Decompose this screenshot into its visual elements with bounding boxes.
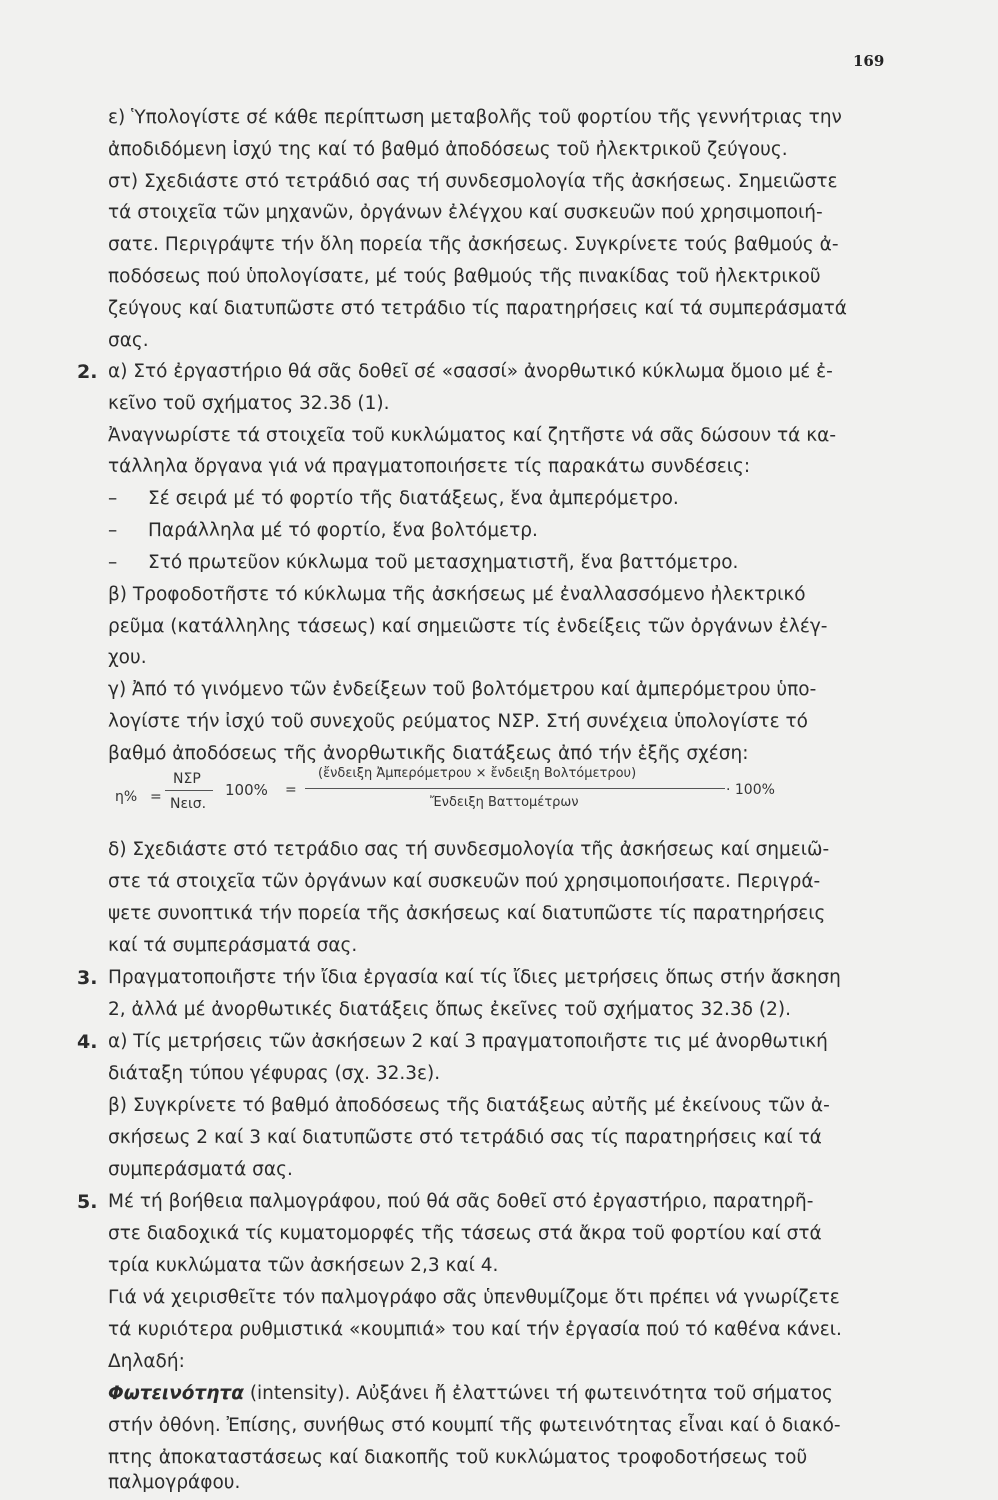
text-line: τά στοιχεῖα τῶν μηχανῶν, ὀργάνων ἐλέγχου καί συσκευῶν πού χρησιμοποιή- <box>108 202 823 223</box>
text-line: στήν ὀθόνη. Ἐπίσης, συνήθως στό κουμπί τῆς φωτεινότητας εἶναι καί ὁ διακό- <box>108 1415 841 1436</box>
text-line: β) Τροφοδοτῆστε τό κύκλωμα τῆς ἀσκήσεως μέ ἐναλλασσόμενο ἠλεκτρικό <box>108 584 806 605</box>
text-line: στε διαδοχικά τίς κυματομορφές τῆς τάσεως στά ἄκρα τοῦ φορτίου καί στά <box>108 1223 822 1244</box>
formula-equals: = <box>150 789 162 805</box>
text-line: χου. <box>108 647 147 668</box>
text-line: κεῖνο τοῦ σχήματος 32.3δ (1). <box>108 393 390 414</box>
text-line: Πραγματοποιῆστε τήν ἴδια ἐργασία καί τίς ἴδιες μετρήσεις ὅπως στήν ἄσκηση <box>108 967 841 988</box>
item-number: 5. <box>77 1191 98 1213</box>
text-line: σκήσεως 2 καί 3 καί διατυπῶστε στό τετράδιό σας τίς παρατηρήσεις καί τά <box>108 1127 822 1148</box>
text-line: δ) Σχεδιάστε στό τετράδιο σας τή συνδεσμολογία τῆς ἀσκήσεως καί σημειῶ- <box>108 839 830 860</box>
text-line: ἀποδιδόμενη ἰσχύ της καί τό βαθμό ἀποδόσεως τοῦ ἠλεκτρικοῦ ζεύγους. <box>108 139 788 160</box>
formula-times-100: 100% <box>225 781 268 799</box>
text-line: τάλληλα ὄργανα γιά νά πραγματοποιήσετε τίς παρακάτω συνδέσεις: <box>108 456 751 477</box>
fraction-bar <box>305 788 725 789</box>
text-line: ποδόσεως πού ὑπολογίσατε, μέ τούς βαθμούς τῆς πινακίδας τοῦ ἠλεκτρικοῦ <box>108 266 821 287</box>
text-line: πτης ἀποκαταστάσεως καί διακοπῆς τοῦ κυκλώματος τροφοδοτήσεως τοῦ <box>108 1447 808 1468</box>
bullet-line: – Στό πρωτεῦον κύκλωμα τοῦ μετασχηματιστῆ, ἕνα βαττόμετρο. <box>108 550 908 576</box>
text-line: συμπεράσματά σας. <box>108 1159 293 1180</box>
dash-bullet: – <box>108 520 118 541</box>
formula-frac1-den: Nεισ. <box>170 796 207 812</box>
text-line: α) Τίς μετρήσεις τῶν ἀσκήσεων 2 καί 3 πραγματοποιῆστε τις μέ ἀνορθωτική <box>108 1031 828 1052</box>
text-line: ψετε συνοπτικά τήν πορεία τῆς ἀσκήσεως καί διατυπῶστε τίς παρατηρήσεις <box>108 903 826 924</box>
text-line: βαθμό ἀποδόσεως τῆς ἀνορθωτικῆς διατάξεως ἀπό τήν ἑξῆς σχέση: <box>108 743 749 764</box>
text-line: στ) Σχεδιάστε στό τετράδιό σας τή συνδεσμολογία τῆς ἀσκήσεως. Σημειῶστε <box>108 171 838 192</box>
text-line: Μέ τή βοήθεια παλμογράφου, πού θά σᾶς δοθεῖ στό ἐργαστήριο, παρατηρῆ- <box>108 1191 814 1212</box>
item-number: 4. <box>77 1031 98 1053</box>
text-line: Δηλαδή: <box>108 1351 185 1372</box>
bullet-line: – Παράλληλα μέ τό φορτίο, ἕνα βολτόμετρ. <box>108 518 908 544</box>
formula-frac1-num: NΣΡ <box>173 771 201 787</box>
text-line: β) Συγκρίνετε τό βαθμό ἀποδόσεως τῆς διατάξεως αὐτῆς μέ ἐκείνους τῶν ἀ- <box>108 1095 830 1116</box>
text-line: στε τά στοιχεῖα τῶν ὀργάνων καί συσκευῶν πού χρησιμοποιήσατε. Περιγρά- <box>108 871 821 892</box>
text-line: σας. <box>108 330 149 351</box>
item-number: 3. <box>77 967 98 989</box>
text-line: καί τά συμπεράσματά σας. <box>108 935 358 956</box>
text-line: τρία κυκλώματα τῶν ἀσκήσεων 2,3 καί 4. <box>108 1255 499 1276</box>
text-line: ζεύγους καί διατυπῶστε στό τετράδιο τίς παρατηρήσεις καί τά συμπεράσματά <box>108 298 847 319</box>
fraction-bar <box>165 790 213 791</box>
dash-bullet: – <box>108 488 118 509</box>
text-line: διάταξη τύπου γέφυρας (σχ. 32.3ε). <box>108 1063 441 1084</box>
item-number: 2. <box>77 361 98 383</box>
text-line: ε) Ὑπολογίστε σέ κάθε περίπτωση μεταβολῆς τοῦ φορτίου τῆς γεννήτριας την <box>108 107 842 128</box>
text-line: σατε. Περιγράψτε τήν ὅλη πορεία τῆς ἀσκήσεως. Συγκρίνετε τούς βαθμούς ἀ- <box>108 234 839 255</box>
text-line: Γιά νά χειρισθεῖτε τόν παλμογράφο σᾶς ὑπενθυμίζομε ὅτι πρέπει νά γνωρίζετε <box>108 1287 840 1308</box>
text-line: παλμογράφου. <box>108 1472 241 1493</box>
page-number: 169 <box>853 52 885 70</box>
text-line: τά κυριότερα ρυθμιστικά «κουμπιά» του καί τήν ἐργασία πού τό καθένα κάνει. <box>108 1319 842 1340</box>
text-line: ρεῦμα (κατάλληλης τάσεως) καί σημειῶστε τίς ἐνδείξεις τῶν ὀργάνων ἐλέγ- <box>108 616 828 637</box>
text-line: Ἀναγνωρίστε τά στοιχεῖα τοῦ κυκλώματος καί ζητῆστε νά σᾶς δώσουν τά κα- <box>108 425 836 446</box>
emphasis-term: Φωτεινότητα <box>108 1383 244 1404</box>
dash-bullet: – <box>108 552 118 573</box>
text-line: 2, ἀλλά μέ ἀνορθωτικές διατάξεις ὅπως ἐκεῖνες τοῦ σχήματος 32.3δ (2). <box>108 999 791 1020</box>
formula-frac2-num: (ἔνδειξη Ἀμπερόμετρου × ἔνδειξη Βολτόμετρου) <box>318 766 637 781</box>
formula-tail: · 100% <box>726 782 775 798</box>
formula-eta: η% <box>115 789 138 805</box>
formula-frac2-den: Ἔνδειξη Βαττομέτρων <box>430 795 579 810</box>
text-line: α) Στό ἐργαστήριο θά σᾶς δοθεῖ σέ «σασσί» ἀνορθωτικό κύκλωμα ὅμοιο μέ ἐ- <box>108 361 833 382</box>
bullet-line: – Σέ σειρά μέ τό φορτίο τῆς διατάξεως, ἕνα ἀμπερόμετρο. <box>108 486 908 512</box>
text-line: λογίστε τήν ἰσχύ τοῦ συνεχοῦς ρεύματος NΣΡ. Στή συνέχεια ὑπολογίστε τό <box>108 711 808 732</box>
formula-equals: = <box>285 782 297 798</box>
text-line: γ) Ἀπό τό γινόμενο τῶν ἐνδείξεων τοῦ βολτόμετρου καί ἀμπερόμετρου ὑπο- <box>108 679 817 700</box>
text-line: Φωτεινότητα (intensity). Αὐξάνει ἤ ἐλαττώνει τή φωτεινότητα τοῦ σήματος <box>108 1383 833 1404</box>
